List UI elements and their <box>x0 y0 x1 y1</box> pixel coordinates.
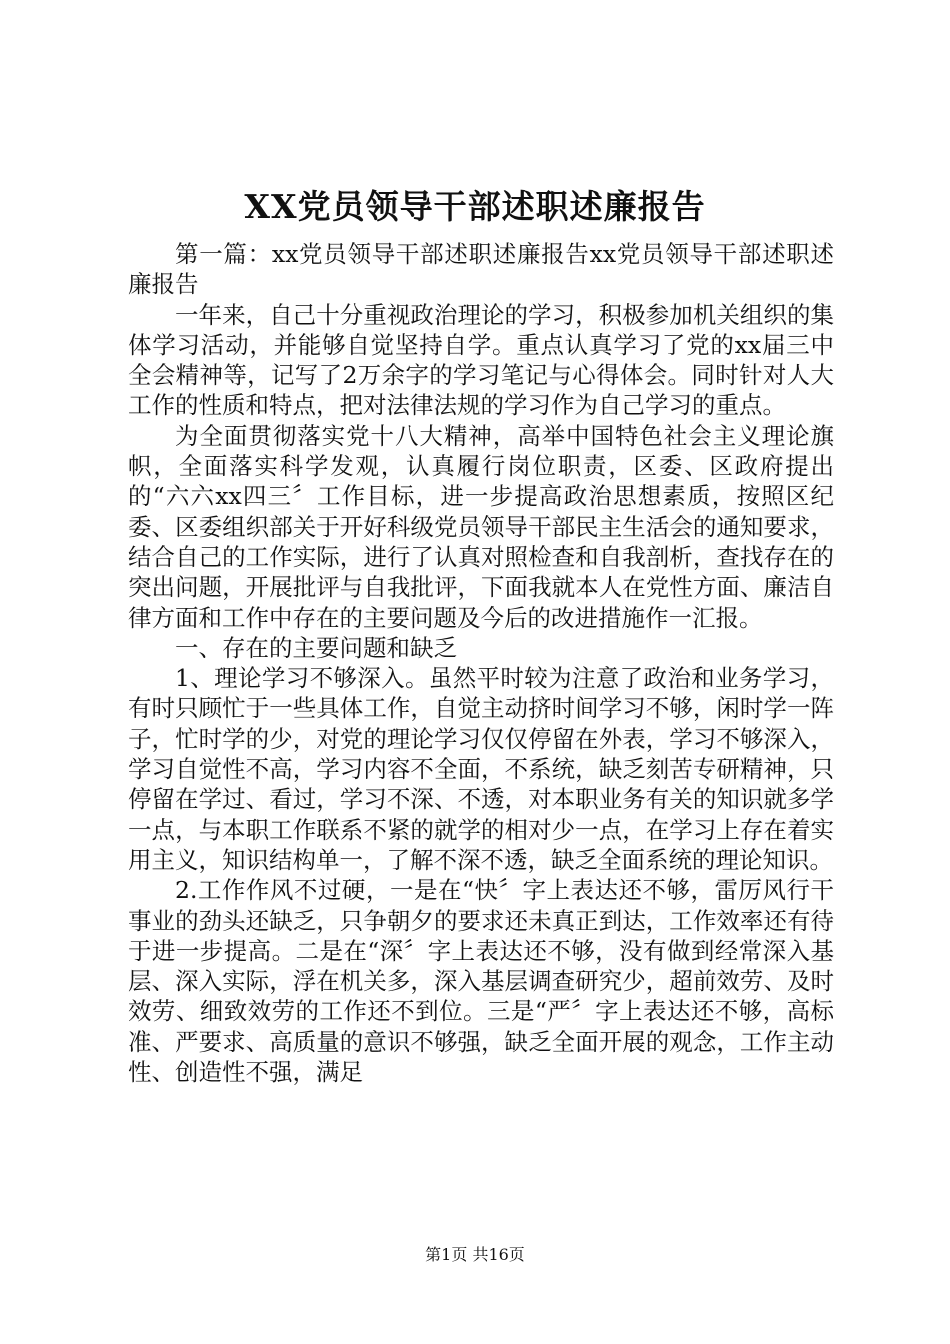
page-number-footer: 第1页 共16页 <box>425 1245 525 1264</box>
paragraph: 1、理论学习不够深入。虽然平时较为注意了政治和业务学习，有时只顾忙于一些具体工作，自觉主动挤时间学习不够，闲时学一阵子，忙时学的少，对党的理论学习仅仅停留在外表，学习不够深入，学习自觉性不高，学习内容不全面，不系统，缺乏刻苦专研精神，只停留在学过、看过，学习不深、不透，对本职业务有关的知识就多学一点，与本职工作联系不紧的就学的相对少一点，在学习上存在着实用主义，知识结构单一，了解不深不透，缺乏全面系统的理论知识。 <box>128 664 834 874</box>
paragraph: 2.工作作风不过硬，一是在“快〞字上表达还不够，雷厉风行干事业的劲头还缺乏，只争朝夕的要求还未真正到达，工作效率还有待于进一步提高。二是在“深〞字上表达还不够，没有做到经常深入基层、深入实际，浮在机关多，深入基层调查研究少，超前效劳、及时效劳、细致效劳的工作还不到位。三是“严〞字上表达还不够，高标准、严要求、高质量的意识不够强，缺乏全面开展的观念，工作主动性、创造性不强，满足 <box>128 876 834 1087</box>
document-body <box>128 239 834 1087</box>
paragraph: 为全面贯彻落实党十八大精神，高举中国特色社会主义理论旗帜，全面落实科学发观，认真履行岗位职责，区委、区政府提出的“六六xx四三〞工作目标，进一步提高政治思想素质，按照区纪委、区委组织部关于开好科级党员领导干部民主生活会的通知要求，结合自己的工作实际，进行了认真对照检查和自我剖析，查找存在的突出问题，开展批评与自我批评，下面我就本人在党性方面、廉洁自律方面和工作中存在的主要问题及今后的改进措施作一汇报。 <box>128 421 834 632</box>
section-heading: 一、存在的主要问题和缺乏 <box>175 633 457 662</box>
paragraph: 一年来，自己十分重视政治理论的学习，积极参加机关组织的集体学习活动，并能够自觉坚持自学。重点认真学习了党的xx届三中全会精神等，记写了2万余字的学习笔记与心得体会。同时针对人大工作的性质和特点，把对法律法规的学习作为自己学习的重点。 <box>128 300 834 420</box>
document-title: XX党员领导干部述职述廉报告 <box>244 187 706 226</box>
paragraph: 第一篇：xx党员领导干部述职述廉报告xx党员领导干部述职述廉报告 <box>128 240 834 299</box>
